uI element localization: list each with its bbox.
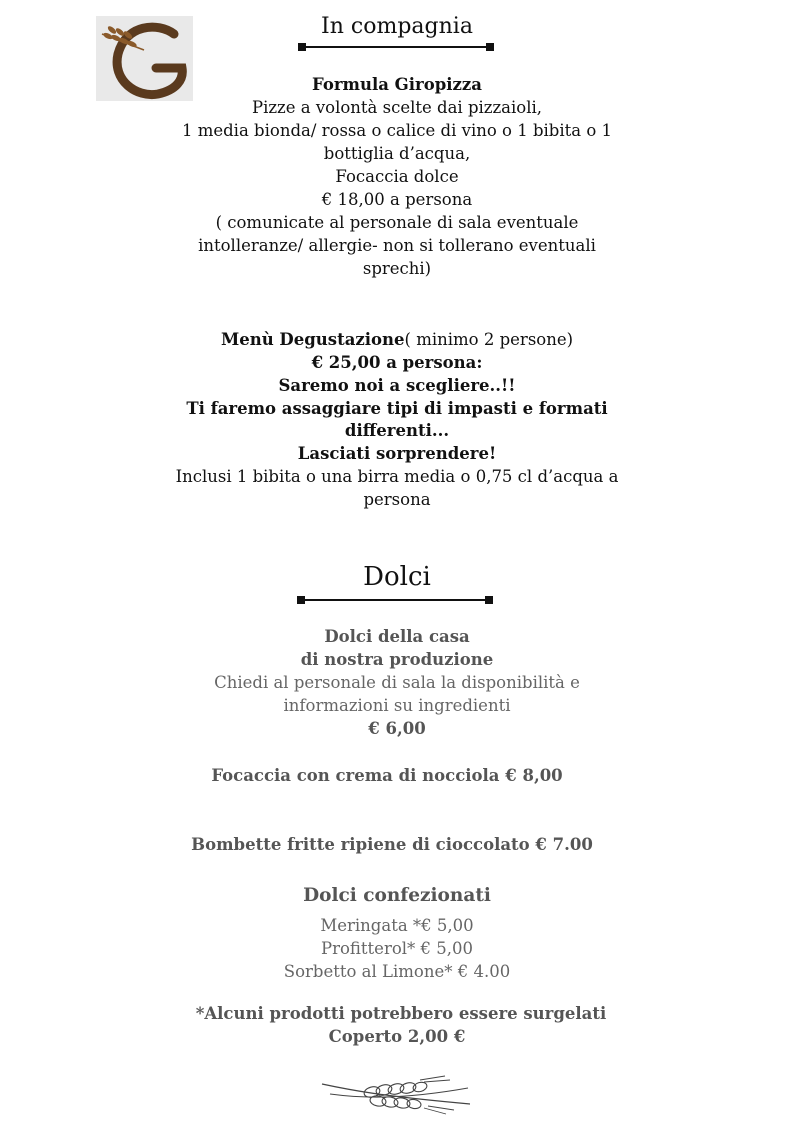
confezionati-item: Meringata *€ 5,00 <box>320 916 474 935</box>
surgelati-note: *Alcuni prodotti potrebbero essere surgelati <box>195 1004 607 1023</box>
degustazione-line: Saremo noi a scegliere..!! <box>278 376 516 395</box>
confezionati-item: Sorbetto al Limone* € 4.00 <box>283 962 511 981</box>
wheat-ear-icon <box>320 1074 472 1116</box>
degustazione-title-note: ( minimo 2 persone) <box>404 330 574 349</box>
confezionati-title: Dolci confezionati <box>303 885 491 906</box>
formula-line: Focaccia dolce <box>335 167 459 186</box>
formula-title: Formula Giropizza <box>312 75 482 94</box>
dolci-casa-desc: Chiedi al personale di sala la disponibilità e <box>214 673 580 692</box>
formula-line: bottiglia d’acqua, <box>323 144 471 163</box>
title-divider <box>297 599 493 601</box>
coperto: Coperto 2,00 € <box>328 1027 466 1046</box>
degustazione-line: Inclusi 1 bibita o una birra media o 0,75 cl d’acqua a <box>175 467 619 486</box>
formula-line: 1 media bionda/ rossa o calice di vino o 1 bibita o 1 <box>181 121 613 140</box>
degustazione-price: € 25,00 a persona: <box>311 353 483 372</box>
formula-line: Pizze a volontà scelte dai pizzaioli, <box>251 98 543 117</box>
dolci-casa-title: Dolci della casa <box>324 627 470 646</box>
dolci-casa-desc: informazioni su ingredienti <box>283 696 511 715</box>
degustazione-title <box>0 328 794 351</box>
degustazione-line: persona <box>363 490 431 509</box>
degustazione-title-bold: Menù Degustazione <box>220 330 405 349</box>
section-title-in-compagnia: In compagnia <box>321 14 473 39</box>
dolci-casa-subtitle: di nostra produzione <box>300 650 494 669</box>
bombette-item: Bombette fritte ripiene di cioccolato € 7.00 <box>191 835 593 854</box>
degustazione-line: differenti... <box>344 421 450 440</box>
confezionati-item: Profitterol* € 5,00 <box>320 939 474 958</box>
formula-price: € 18,00 a persona <box>321 190 473 209</box>
section-title-dolci: Dolci <box>363 562 431 592</box>
formula-line: intolleranze/ allergie- non si tollerano eventuali <box>198 236 596 255</box>
title-divider <box>298 46 494 48</box>
degustazione-line: Ti faremo assaggiare tipi di impasti e formati <box>186 399 608 418</box>
formula-line: sprechi) <box>362 259 432 278</box>
focaccia-item: Focaccia con crema di nocciola € 8,00 <box>211 766 563 785</box>
degustazione-line: Lasciati sorprendere! <box>297 444 497 463</box>
formula-line: ( comunicate al personale di sala eventuale <box>215 213 579 232</box>
dolci-casa-price: € 6,00 <box>368 719 426 738</box>
